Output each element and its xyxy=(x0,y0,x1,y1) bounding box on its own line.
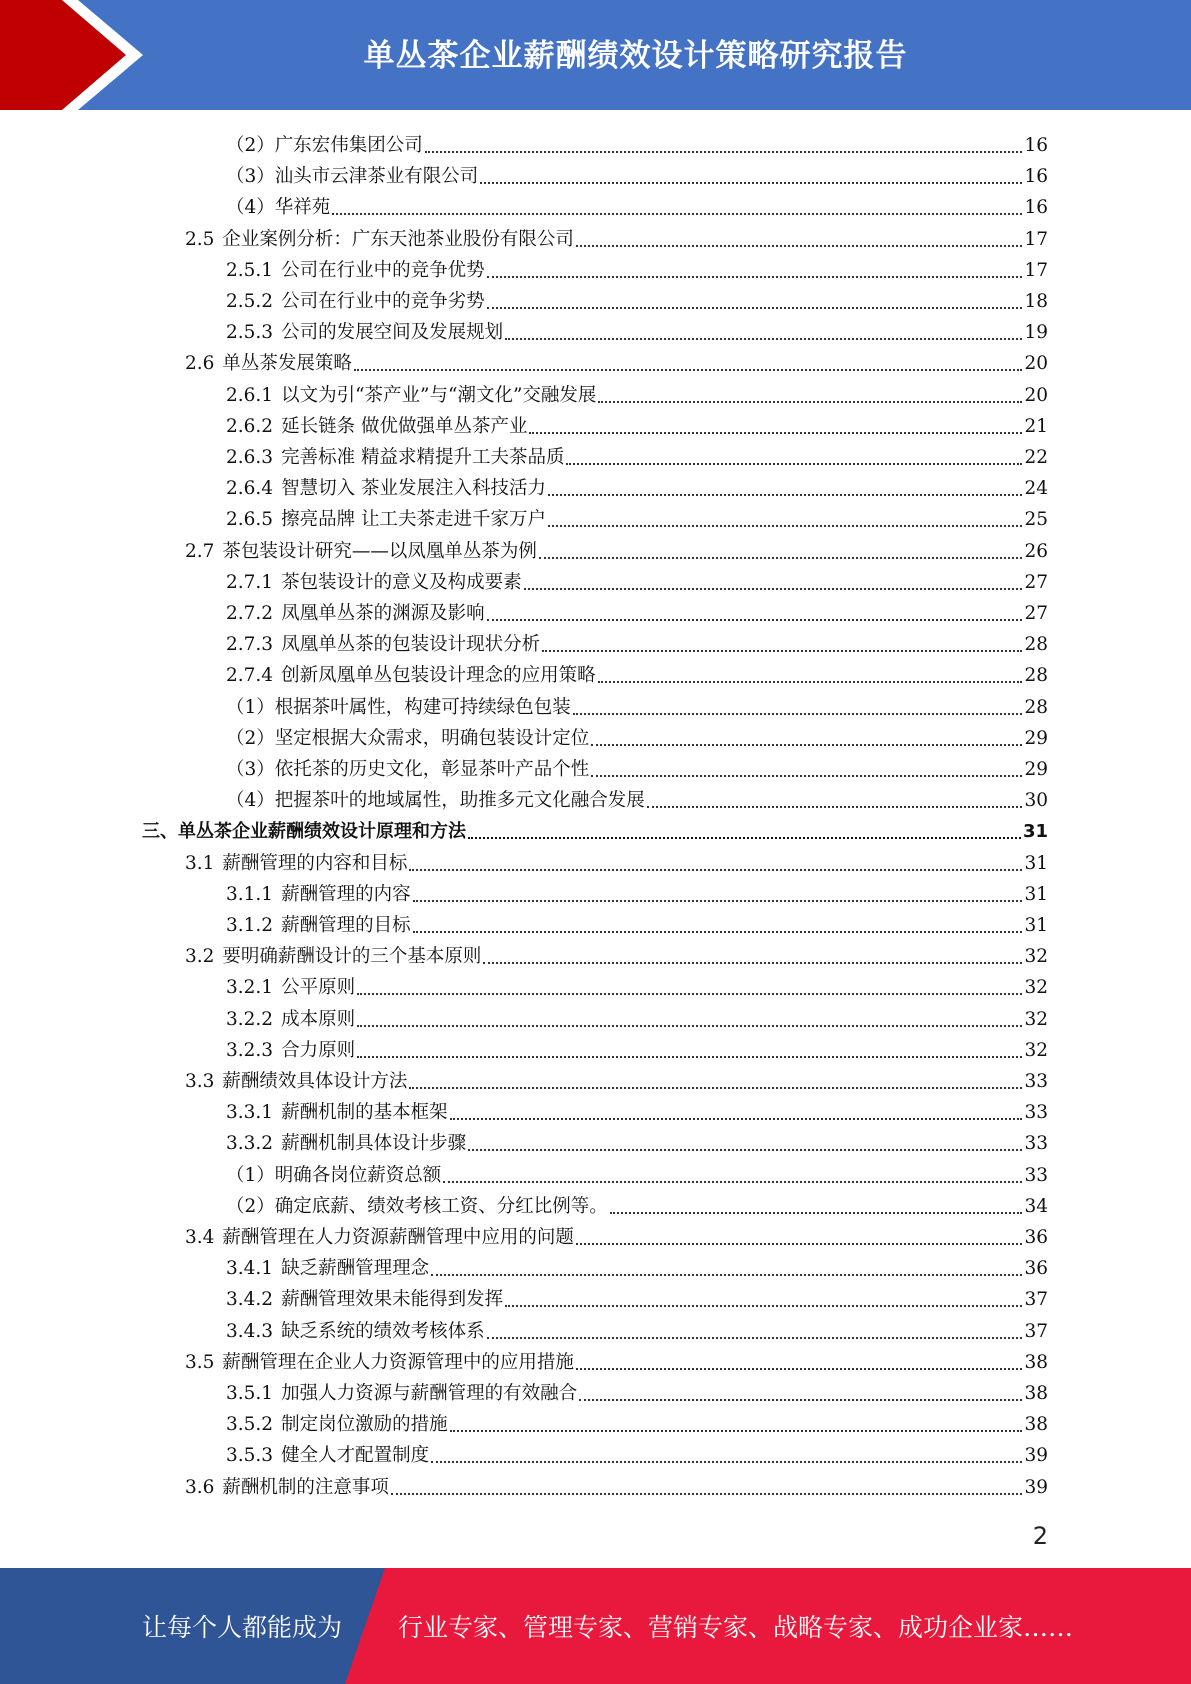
toc-leader-dots xyxy=(483,962,1022,964)
toc-entry-title: 薪酬机制具体设计步骤 xyxy=(281,1133,467,1155)
toc-entry-title: 根据茶叶属性，构建可持续绿色包装 xyxy=(274,696,571,718)
toc-entry[interactable] xyxy=(185,1345,1048,1376)
toc-entry-title: 薪酬管理的内容 xyxy=(281,883,411,905)
toc-entry-title: 智慧切入 茶业发展注入科技活力 xyxy=(281,478,546,500)
toc-entry-number: 3.1.2 xyxy=(226,915,274,936)
toc-leader-dots xyxy=(431,1461,1022,1463)
toc-entry[interactable] xyxy=(226,1438,1048,1469)
toc-leader-dots xyxy=(573,713,1023,715)
footer-slogan-left: 让每个人都能成为 xyxy=(142,1613,343,1642)
toc-entry-page: 26 xyxy=(1024,540,1048,562)
toc-entry-title: 擦亮品牌 让工夫茶走进千家万户 xyxy=(281,509,546,531)
toc-leader-dots xyxy=(505,338,1022,340)
toc-entry-number: （4） xyxy=(226,197,275,219)
toc-entry[interactable] xyxy=(226,378,1048,409)
toc-entry[interactable] xyxy=(185,1470,1048,1501)
toc-entry[interactable] xyxy=(226,502,1048,533)
toc-entry-number: 3.2 xyxy=(185,946,215,968)
toc-entry-title: 凤凰单丛茶的渊源及影响 xyxy=(281,603,485,624)
toc-entry-page: 33 xyxy=(1024,1102,1048,1124)
toc-leader-dots xyxy=(409,1087,1022,1089)
toc-entry-page: 32 xyxy=(1024,946,1048,968)
toc-entry-number: 三、 xyxy=(142,821,178,843)
toc-entry-number: 3.3 xyxy=(185,1071,215,1092)
toc-entry-number: 2.5.2 xyxy=(226,291,274,312)
toc-entry-title: 单丛茶发展策略 xyxy=(222,353,352,375)
toc-entry[interactable] xyxy=(142,814,1048,845)
toc-entry[interactable] xyxy=(226,1033,1048,1064)
toc-entry[interactable] xyxy=(185,1220,1048,1251)
toc-leader-dots xyxy=(598,401,1022,403)
toc-entry-page: 30 xyxy=(1024,790,1048,812)
toc-entry-page: 22 xyxy=(1024,447,1048,468)
toc-entry[interactable] xyxy=(226,596,1048,627)
toc-entry[interactable] xyxy=(226,970,1048,1001)
toc-entry[interactable] xyxy=(185,939,1048,970)
toc-entry[interactable] xyxy=(226,627,1048,658)
toc-entry-title: 依托茶的历史文化，彰显茶叶产品个性 xyxy=(274,759,590,780)
toc-entry-title: 华祥苑 xyxy=(274,197,331,219)
toc-entry-title: 薪酬管理的目标 xyxy=(281,915,411,936)
toc-entry-number: 2.6.2 xyxy=(226,415,274,437)
toc-entry[interactable] xyxy=(226,315,1048,346)
toc-entry-title: 制定岗位激励的措施 xyxy=(281,1414,448,1436)
toc-entry[interactable] xyxy=(226,1282,1048,1313)
toc-leader-dots xyxy=(548,494,1022,496)
toc-entry[interactable] xyxy=(226,159,1048,190)
toc-entry-number: 3.1 xyxy=(185,852,215,874)
toc-leader-dots xyxy=(539,557,1023,559)
toc-entry-page: 33 xyxy=(1024,1133,1048,1155)
toc-entry-number: 2.5.3 xyxy=(226,322,274,344)
toc-entry[interactable] xyxy=(226,1126,1048,1157)
toc-entry-number: 2.5.1 xyxy=(226,259,274,281)
toc-entry-number: 3.3.1 xyxy=(226,1102,274,1124)
toc-leader-dots xyxy=(468,1149,1022,1151)
toc-entry-title: 薪酬机制的基本框架 xyxy=(281,1102,448,1124)
toc-leader-dots xyxy=(576,1368,1023,1370)
page-number: 2 xyxy=(1032,1522,1048,1550)
toc-entry[interactable] xyxy=(226,284,1048,315)
toc-entry-page: 31 xyxy=(1024,883,1048,905)
toc-leader-dots xyxy=(468,837,1021,839)
toc-entry-title: 薪酬管理效果未能得到发挥 xyxy=(281,1289,504,1311)
toc-entry-number: 2.6.4 xyxy=(226,478,274,500)
toc-entry-title: 广东宏伟集团公司 xyxy=(274,135,423,156)
toc-entry-title: 公司在行业中的竞争优势 xyxy=(281,259,485,281)
toc-entry-title: 把握茶叶的地域属性，助推多元文化融合发展 xyxy=(274,790,645,812)
toc-entry-title: 茶包装设计研究——以凤凰单丛茶为例 xyxy=(222,540,537,562)
toc-entry-number: 3.2.3 xyxy=(226,1039,274,1061)
toc-entry-number: （2） xyxy=(226,135,275,156)
toc-entry-page: 36 xyxy=(1024,1258,1048,1280)
toc-entry-title: 薪酬机制的注意事项 xyxy=(222,1476,389,1498)
toc-entry[interactable] xyxy=(226,1158,1048,1189)
toc-entry-title: 明确各岗位薪资总额 xyxy=(274,1164,442,1186)
toc-entry-page: 34 xyxy=(1024,1195,1048,1217)
toc-entry-number: 2.7.4 xyxy=(226,665,274,687)
toc-entry-number: 3.4 xyxy=(185,1227,215,1248)
toc-entry[interactable] xyxy=(226,721,1048,752)
toc-entry[interactable] xyxy=(185,846,1048,877)
toc-entry-page: 16 xyxy=(1024,166,1048,188)
toc-entry-page: 17 xyxy=(1024,259,1048,281)
toc-entry-title: 健全人才配置制度 xyxy=(281,1445,430,1467)
toc-entry-number: 3.4.1 xyxy=(226,1258,274,1280)
toc-entry-title: 合力原则 xyxy=(281,1039,356,1061)
toc-entry-number: （3） xyxy=(226,166,275,188)
toc-entry-page: 20 xyxy=(1024,384,1048,406)
toc-entry-number: 3.2.1 xyxy=(226,977,274,999)
toc-leader-dots xyxy=(357,1025,1022,1027)
toc-entry-page: 31 xyxy=(1022,821,1048,843)
toc-entry[interactable] xyxy=(226,409,1048,440)
toc-leader-dots xyxy=(579,1399,1022,1401)
toc-entry-page: 32 xyxy=(1024,1008,1048,1030)
toc-entry-page: 28 xyxy=(1024,696,1048,718)
toc-entry-page: 39 xyxy=(1024,1445,1048,1467)
page-header xyxy=(0,0,1191,110)
toc-entry-page: 29 xyxy=(1024,759,1048,780)
toc-leader-dots xyxy=(598,681,1023,683)
toc-entry-title: 缺乏薪酬管理理念 xyxy=(281,1258,430,1280)
toc-entry-number: 3.4.2 xyxy=(226,1289,274,1311)
toc-entry-number: 3.1.1 xyxy=(226,883,274,905)
toc-entry-page: 16 xyxy=(1024,135,1048,156)
page-footer xyxy=(0,1568,1191,1684)
toc-entry-title: 薪酬管理的内容和目标 xyxy=(222,852,408,874)
toc-entry[interactable] xyxy=(226,565,1048,596)
toc-leader-dots xyxy=(487,307,1023,309)
toc-leader-dots xyxy=(357,1056,1022,1058)
toc-entry-title: 企业案例分析：广东天池茶业股份有限公司 xyxy=(222,228,574,250)
toc-entry-page: 28 xyxy=(1024,665,1048,687)
toc-entry[interactable] xyxy=(226,253,1048,284)
toc-entry[interactable] xyxy=(226,690,1048,721)
toc-leader-dots xyxy=(591,775,1022,777)
toc-leader-dots xyxy=(529,432,1022,434)
toc-entry-title: 缺乏系统的绩效考核体系 xyxy=(281,1320,485,1342)
toc-leader-dots xyxy=(431,1274,1022,1276)
toc-entry[interactable] xyxy=(226,1376,1048,1407)
toc-entry[interactable] xyxy=(185,346,1048,377)
toc-entry[interactable] xyxy=(226,128,1048,159)
toc-leader-dots xyxy=(591,744,1022,746)
toc-entry[interactable] xyxy=(226,1407,1048,1438)
toc-entry-page: 17 xyxy=(1024,228,1048,250)
toc-entry-number: 3.5.2 xyxy=(226,1414,274,1436)
toc-entry-title: 完善标准 精益求精提升工夫茶品质 xyxy=(281,447,565,468)
toc-entry[interactable] xyxy=(226,908,1048,939)
toc-entry-number: 2.6.5 xyxy=(226,509,274,531)
toc-entry-page: 32 xyxy=(1024,977,1048,999)
toc-entry-page: 27 xyxy=(1024,603,1048,624)
toc-entry-number: （2） xyxy=(226,727,275,749)
toc-leader-dots xyxy=(443,1181,1022,1183)
toc-entry[interactable] xyxy=(226,1314,1048,1345)
toc-entry-page: 19 xyxy=(1024,322,1048,344)
toc-leader-dots xyxy=(450,1118,1023,1120)
toc-leader-dots xyxy=(487,276,1023,278)
report-title: 单丛茶企业薪酬绩效设计策略研究报告 xyxy=(363,38,908,74)
toc-leader-dots xyxy=(354,369,1023,371)
toc-entry-number: 3.5.1 xyxy=(226,1383,274,1404)
toc-entry-page: 38 xyxy=(1024,1414,1048,1436)
toc-entry[interactable] xyxy=(226,877,1048,908)
toc-leader-dots xyxy=(487,619,1023,621)
toc-entry-number: 3.5 xyxy=(185,1351,215,1373)
toc-entry-number: 3.5.3 xyxy=(226,1445,274,1467)
toc-leader-dots xyxy=(548,525,1022,527)
toc-leader-dots xyxy=(357,993,1022,995)
toc-entry-number: 2.7.3 xyxy=(226,634,274,656)
toc-entry[interactable] xyxy=(226,471,1048,502)
toc-entry-page: 21 xyxy=(1024,415,1048,437)
toc-entry-number: 2.7 xyxy=(185,540,215,562)
toc-entry[interactable] xyxy=(226,1002,1048,1033)
toc-entry[interactable] xyxy=(226,440,1048,471)
toc-entry-page: 29 xyxy=(1024,727,1048,749)
toc-entry-page: 36 xyxy=(1024,1227,1048,1248)
toc-leader-dots xyxy=(413,931,1023,933)
toc-entry[interactable] xyxy=(226,783,1048,814)
toc-leader-dots xyxy=(576,245,1023,247)
toc-entry[interactable] xyxy=(226,1251,1048,1282)
toc-leader-dots xyxy=(610,1212,1023,1214)
toc-leader-dots xyxy=(524,588,1023,590)
toc-leader-dots xyxy=(487,1337,1023,1339)
toc-entry-number: 2.5 xyxy=(185,228,215,250)
toc-entry-title: 汕头市云津茶业有限公司 xyxy=(274,166,479,188)
toc-entry-number: 2.6 xyxy=(185,353,215,375)
toc-entry-number: 2.6.1 xyxy=(226,384,274,406)
toc-entry-title: 以文为引“茶产业”与“潮文化”交融发展 xyxy=(281,384,597,406)
toc-entry-title: 公平原则 xyxy=(281,977,356,999)
toc-leader-dots xyxy=(409,869,1022,871)
toc-entry-title: 薪酬管理在企业人力资源管理中的应用措施 xyxy=(222,1351,574,1373)
toc-leader-dots xyxy=(413,900,1023,902)
toc-leader-dots xyxy=(480,182,1022,184)
toc-entry-page: 37 xyxy=(1024,1320,1048,1342)
toc-entry-title: 延长链条 做优做强单丛茶产业 xyxy=(281,415,528,437)
toc-entry-number: 2.6.3 xyxy=(226,447,274,468)
toc-leader-dots xyxy=(332,213,1022,215)
toc-entry-page: 33 xyxy=(1024,1071,1048,1092)
toc-entry-number: （4） xyxy=(226,790,275,812)
toc-entry-title: 坚定根据大众需求，明确包装设计定位 xyxy=(274,727,590,749)
toc-entry-number: 3.4.3 xyxy=(226,1320,274,1342)
toc-leader-dots xyxy=(505,1305,1022,1307)
toc-entry-page: 38 xyxy=(1024,1383,1048,1404)
toc-leader-dots xyxy=(566,463,1022,465)
toc-entry-number: 3.3.2 xyxy=(226,1133,274,1155)
toc-entry-number: 3.2.2 xyxy=(226,1008,274,1030)
toc-entry[interactable] xyxy=(226,1095,1048,1126)
toc-leader-dots xyxy=(576,1243,1023,1245)
toc-entry-title: 确定底薪、绩效考核工资、分红比例等。 xyxy=(274,1195,608,1217)
toc-entry-number: 3.6 xyxy=(185,1476,215,1498)
toc-entry[interactable] xyxy=(226,1189,1048,1220)
toc-entry-page: 37 xyxy=(1024,1289,1048,1311)
toc-entry-title: 薪酬绩效具体设计方法 xyxy=(222,1071,408,1092)
toc-entry-page: 20 xyxy=(1024,353,1048,375)
toc-entry[interactable] xyxy=(226,190,1048,221)
toc-entry-page: 24 xyxy=(1024,478,1048,500)
toc-leader-dots xyxy=(647,806,1023,808)
toc-entry[interactable] xyxy=(185,222,1048,253)
toc-entry-number: （2） xyxy=(226,1195,275,1217)
toc-entry[interactable] xyxy=(226,752,1048,783)
toc-entry-title: 公司在行业中的竞争劣势 xyxy=(281,291,485,312)
toc-entry-title: 薪酬管理在人力资源薪酬管理中应用的问题 xyxy=(222,1227,574,1248)
toc-entry-page: 31 xyxy=(1024,915,1048,936)
toc-entry-number: （3） xyxy=(226,759,275,780)
toc-entry-page: 33 xyxy=(1024,1164,1048,1186)
toc-leader-dots xyxy=(542,650,1022,652)
toc-entry-title: 要明确薪酬设计的三个基本原则 xyxy=(222,946,482,968)
toc-leader-dots xyxy=(425,151,1023,153)
toc-entry-page: 18 xyxy=(1024,291,1048,312)
toc-entry-number: 2.7.2 xyxy=(226,603,274,624)
toc-entry-page: 32 xyxy=(1024,1039,1048,1061)
toc-entry-number: 2.7.1 xyxy=(226,571,274,593)
toc-entry[interactable] xyxy=(185,1064,1048,1095)
toc-entry-number: （1） xyxy=(226,1164,275,1186)
toc-entry-title: 单丛茶企业薪酬绩效设计原理和方法 xyxy=(178,821,466,843)
toc-entry-page: 16 xyxy=(1024,197,1048,219)
toc-entry[interactable] xyxy=(226,658,1048,689)
toc-entry-number: （1） xyxy=(226,696,275,718)
toc-entry-page: 31 xyxy=(1024,852,1048,874)
toc-entry-title: 成本原则 xyxy=(281,1008,356,1030)
toc-leader-dots xyxy=(391,1493,1023,1495)
toc-entry-page: 28 xyxy=(1024,634,1048,656)
toc-entry-page: 38 xyxy=(1024,1351,1048,1373)
toc-leader-dots xyxy=(450,1430,1023,1432)
toc-entry-page: 39 xyxy=(1024,1476,1048,1498)
toc-entry-title: 茶包装设计的意义及构成要素 xyxy=(281,571,522,593)
toc-entry[interactable] xyxy=(185,534,1048,565)
toc-entry-title: 创新凤凰单丛包装设计理念的应用策略 xyxy=(281,665,596,687)
toc-entry-title: 公司的发展空间及发展规划 xyxy=(281,322,504,344)
toc-entry-page: 27 xyxy=(1024,571,1048,593)
toc-entry-title: 凤凰单丛茶的包装设计现状分析 xyxy=(281,634,541,656)
toc-entry-title: 加强人力资源与薪酬管理的有效融合 xyxy=(281,1383,578,1404)
toc-entry-page: 25 xyxy=(1024,509,1048,531)
footer-slogan-right: 行业专家、管理专家、营销专家、战略专家、成功企业家…… xyxy=(398,1613,1074,1642)
